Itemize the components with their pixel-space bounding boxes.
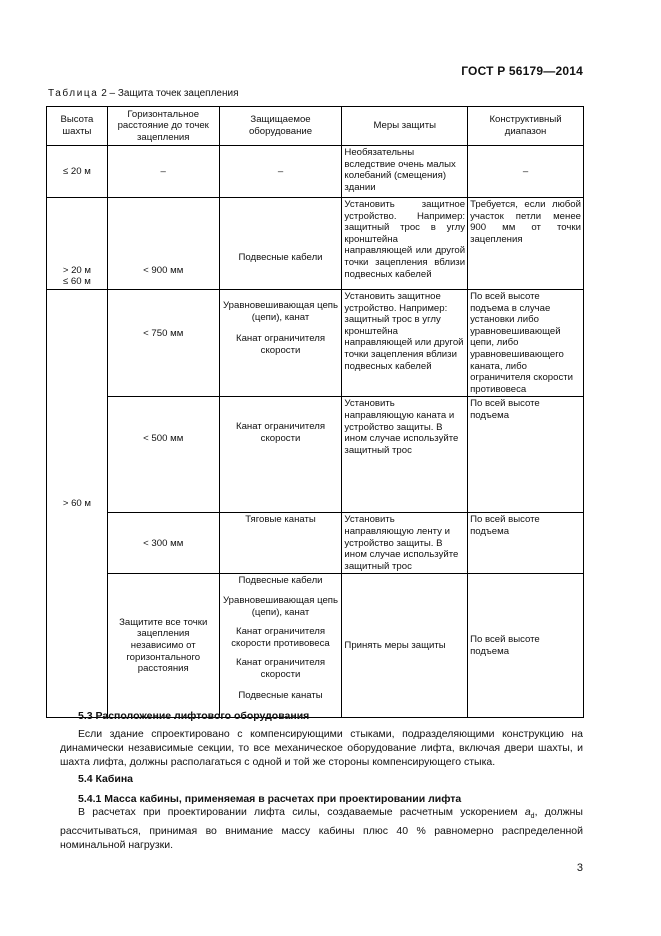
equipment-item: Канат ограничителя скорости противовеса <box>231 626 330 649</box>
cell-range: По всей высоте подъема <box>468 574 584 718</box>
standard-number: ГОСТ Р 56179—2014 <box>461 64 583 78</box>
equipment-item: Канат ограничителя скорости <box>236 333 326 356</box>
acceleration-subscript: d <box>530 813 535 821</box>
cell-equipment: Канат ограничителя скорости <box>219 397 342 513</box>
table-caption-title: 2 – Защита точек зацепления <box>98 88 239 99</box>
table-row <box>47 574 584 718</box>
table-caption <box>48 88 239 99</box>
table-row <box>47 146 584 198</box>
section-5-4-title: 5.4 Кабина <box>78 773 134 785</box>
cell-range: Требуется, если любой участок петли менее 900 мм от точки зацепления <box>468 198 584 290</box>
cell-distance: Защитите все точки зацепления независимо от горизонтального расстояния <box>107 574 219 718</box>
column-header: Конструктивный диапазон <box>468 107 584 146</box>
table-row <box>47 397 584 513</box>
cell-height: ≤ 20 м <box>47 146 108 198</box>
cell-distance: < 500 мм <box>107 397 219 513</box>
equipment-item: Канат ограничителя скорости <box>236 657 326 680</box>
cell-distance: < 900 мм <box>107 198 219 290</box>
page-number: 3 <box>576 862 583 874</box>
cell-distance: – <box>107 146 219 198</box>
column-header: Защищаемое оборудование <box>219 107 342 146</box>
section-5-3-text: Если здание спроектировано с компенсирующими стыками, подразделяющими конструкцию на динамически независимые секции, то все механическое оборудование лифта, включая двери шахты, и шахта лифта, должны располагаться с одной и той же стороны компенсирующего стыка. <box>60 728 583 768</box>
section-5-3-title: 5.3 Расположение лифтового оборудования <box>78 710 310 722</box>
equipment-item: Уравновешивающая цепь (цепи), канат <box>223 594 338 618</box>
cell-height <box>47 198 108 290</box>
cell-equipment: Подвесные кабели <box>219 198 342 290</box>
table-header-row <box>47 107 584 146</box>
cell-distance: < 300 мм <box>107 513 219 574</box>
height-upper-bound: ≤ 60 м <box>62 276 91 288</box>
cell-measures: Установить направляющую ленту и устройство защиты. В ином случае используйте защитный трос <box>342 513 468 574</box>
acceleration-symbol: a <box>524 806 531 818</box>
table-row <box>47 198 584 290</box>
cell-measures: Необязательны вследствие очень малых колебаний (смещения) здании <box>342 146 468 198</box>
height-lower-bound: > 20 м <box>62 264 92 276</box>
protection-table <box>46 106 584 718</box>
section-5-4-1-text <box>60 805 583 852</box>
cell-equipment: Тяговые канаты <box>219 513 342 574</box>
column-header: Горизонтальное расстояние до точек зацепления <box>107 107 219 146</box>
equipment-item: Подвесные канаты <box>238 690 323 702</box>
cell-range: По всей высоте подъема <box>468 513 584 574</box>
cell-measures: Принять меры защиты <box>342 574 468 718</box>
cell-range: По всей высоте подъема в случае установки либо уравновешивающей цепи, либо уравновешивающего каната, либо ограничителя скорости противовеса <box>468 290 584 397</box>
cell-equipment: – <box>219 146 342 198</box>
table-row <box>47 513 584 574</box>
section-5-4-1-title: 5.4.1 Масса кабины, применяемая в расчетах при проектировании лифта <box>78 793 462 805</box>
column-header: Высота шахты <box>47 107 108 146</box>
column-header: Меры защиты <box>342 107 468 146</box>
cell-range: По всей высоте подъема <box>468 397 584 513</box>
cell-range: – <box>468 146 584 198</box>
section-5-4-1-text-part2: , должны рассчитываться, принимая во внимание массу кабины плюс 40 % равномерно распределенной номинальной нагрузки. <box>60 806 583 852</box>
cell-measures: Установить защитное устройство. Например: защитный трос в углу кронштейна направляющей или другой точки зацепления вблизи подвесных кабелей <box>342 290 468 397</box>
cell-measures: Установить защитное устройство. Например: защитный трос в углу кронштейна направляющей или другой точки зацепления вблизи подвесных кабелей <box>342 198 468 290</box>
cell-distance: < 750 мм <box>107 290 219 397</box>
table-row <box>47 290 584 397</box>
section-5-4-1-text-part1: В расчетах при проектировании лифта силы, создаваемые расчетным ускорением <box>78 806 525 818</box>
equipment-item: Подвесные кабели <box>238 575 323 587</box>
table-caption-prefix: Таблица <box>48 88 99 99</box>
equipment-item: Уравновешивающая цепь (цепи), канат <box>223 300 338 323</box>
cell-height-group: > 60 м <box>47 290 108 718</box>
cell-equipment <box>219 574 342 718</box>
cell-measures: Установить направляющую каната и устройство защиты. В ином случае используйте защитный трос <box>342 397 468 513</box>
cell-equipment <box>219 290 342 397</box>
